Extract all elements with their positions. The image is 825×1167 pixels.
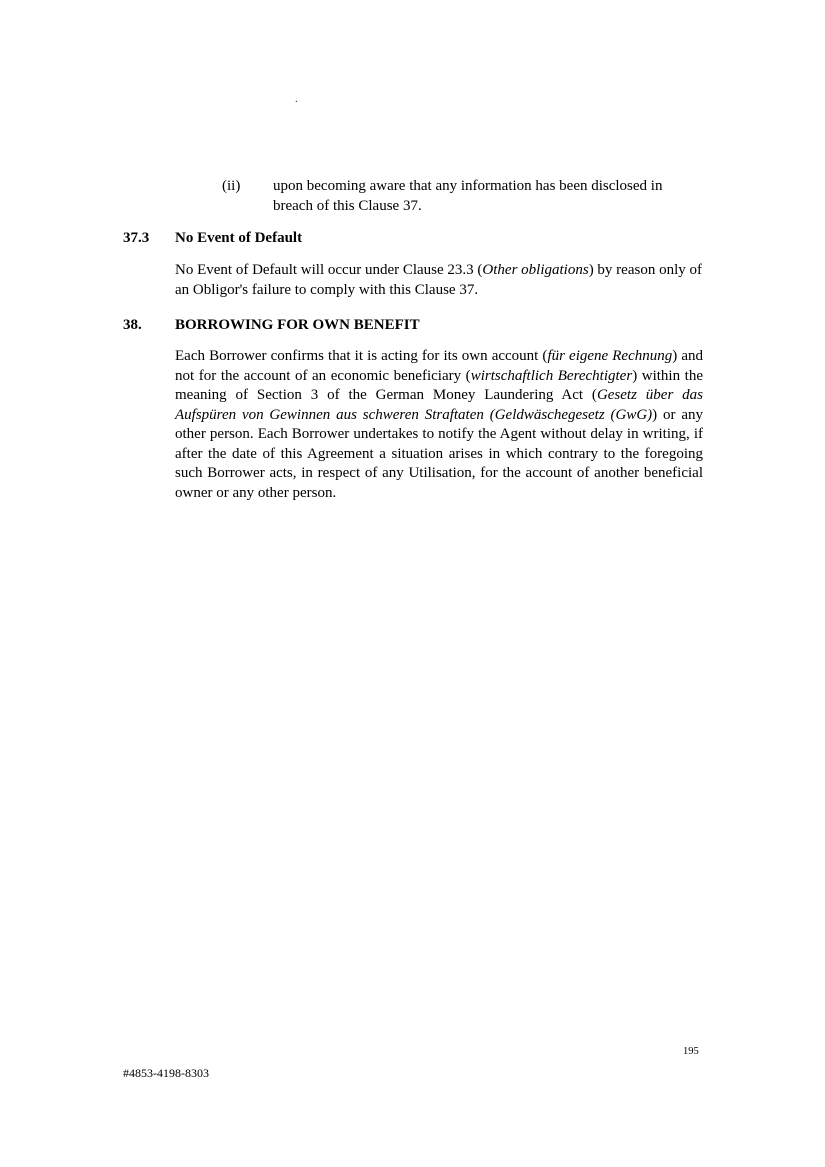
paragraph-37-3: No Event of Default will occur under Clause 23.3 (Other obligations) by reason only of an Obligor's failure to comply with this Clause 37. — [175, 262, 702, 298]
stray-mark: . — [295, 93, 298, 105]
paragraph-38: Each Borrower confirms that it is acting for its own account (für eigene Rechnung) and not for the account of an economic beneficiary (wirtschaftlich Berechtigter) within the meaning of Section 3 of the German Money Laundering Act (Gesetz über das Aufspüren von Gewinnen aus schweren Straftaten (Geldwäschegesetz (GwG)) or any other person. Each Borrower undertakes to notify the Agent without delay in writing, if after the date of this Agreement a situation arises in which contrary to the foregoing such Borrower acts, in respect of any Utilisation, for the account of another beneficial owner or any other person. — [175, 348, 704, 501]
section-title: BORROWING FOR OWN BENEFIT — [175, 317, 420, 333]
clause-text: upon becoming aware that any information has been disclosed in breach of this Clause 37. — [273, 178, 663, 214]
page-number: 195 — [683, 1046, 699, 1057]
section-38-heading — [123, 316, 420, 336]
section-title: No Event of Default — [175, 230, 303, 246]
document-reference-number: #4853-4198-8303 — [123, 1066, 209, 1080]
section-number: 38. — [123, 317, 142, 333]
section-37-3-heading — [123, 229, 302, 249]
clause-number: (ii) — [222, 178, 241, 194]
section-number: 37.3 — [123, 230, 150, 246]
clause-item-ii — [222, 177, 703, 216]
